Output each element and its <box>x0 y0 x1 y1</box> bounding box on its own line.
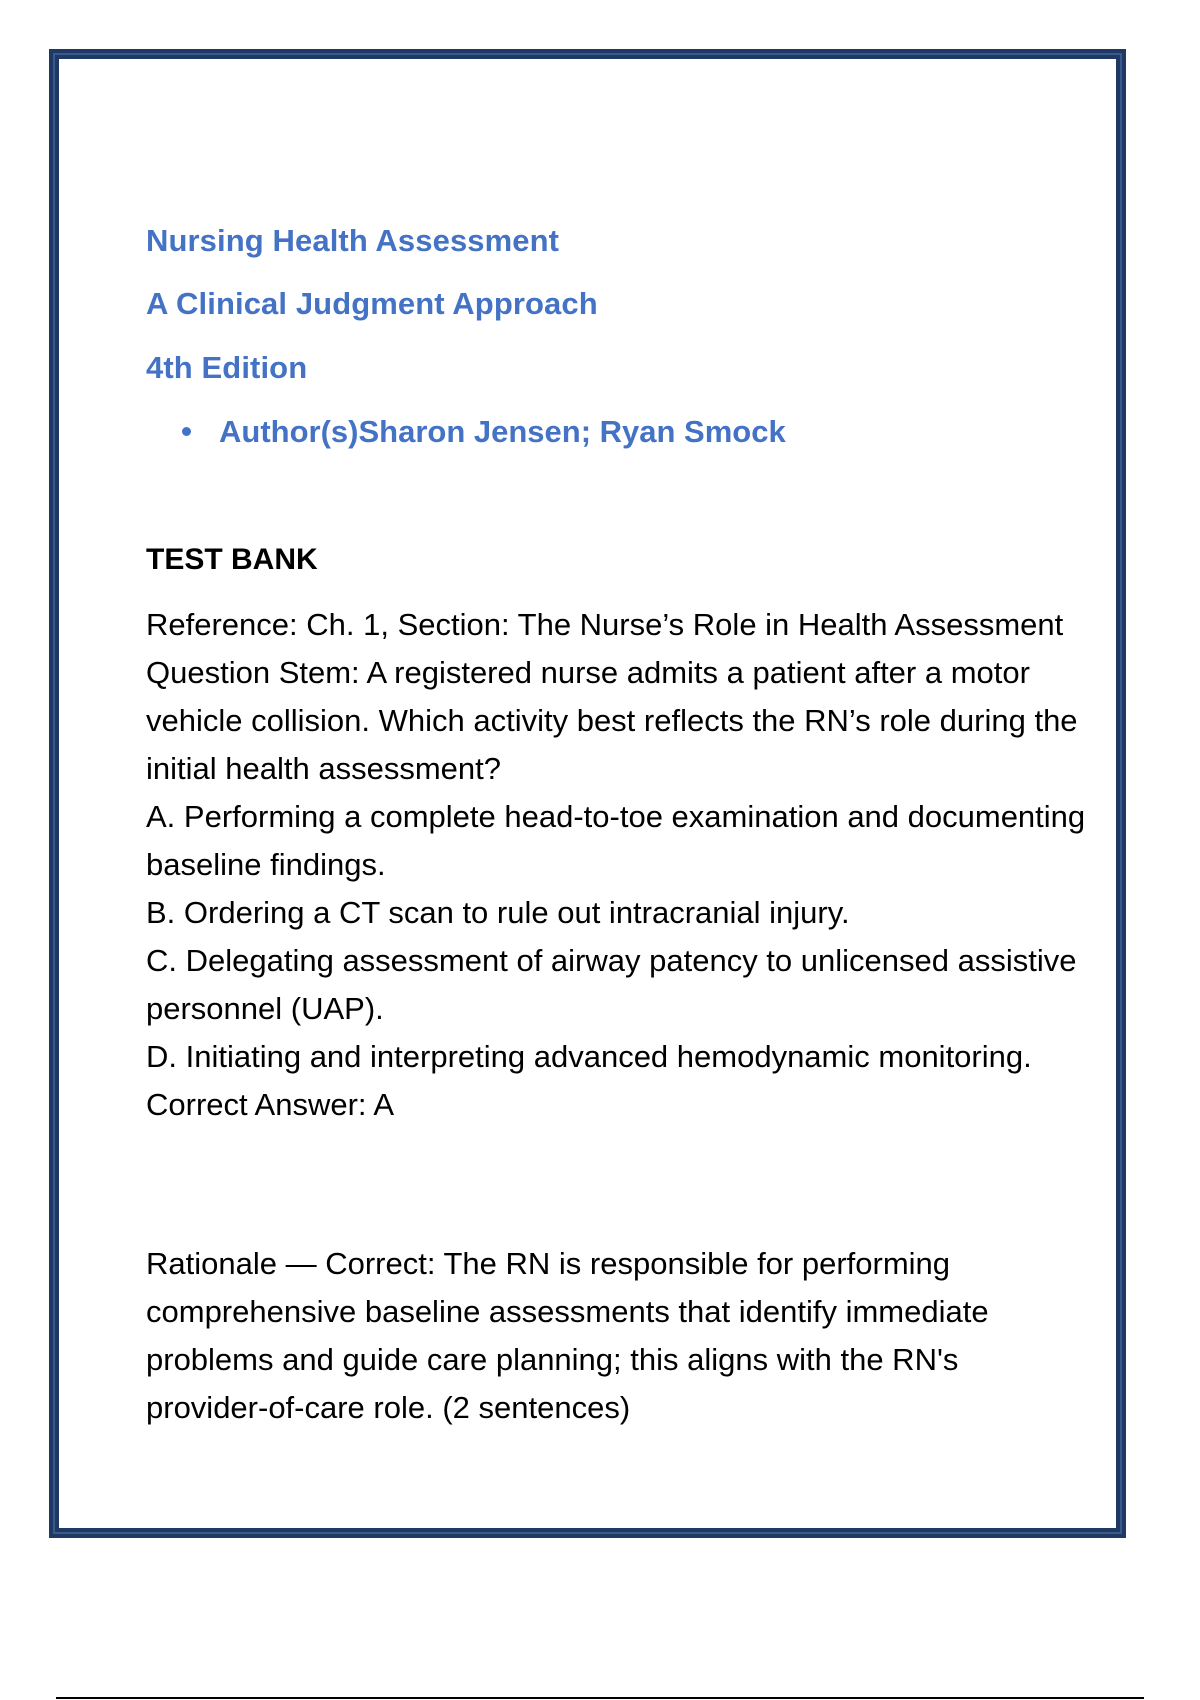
test-bank-heading: TEST BANK <box>146 543 318 576</box>
book-subtitle: A Clinical Judgment Approach <box>146 286 598 321</box>
footer-divider <box>56 1697 1144 1699</box>
question-block <box>146 601 1106 1129</box>
question-stem: Question Stem: A registered nurse admits a patient after a motor vehicle collision. Which activity best reflects the RN’s role during the initial health assessment? <box>146 655 1078 786</box>
bullet-icon <box>182 427 191 436</box>
option-c: C. Delegating assessment of airway patency to unlicensed assistive personnel (UAP). <box>146 943 1077 1026</box>
option-b: B. Ordering a CT scan to rule out intracranial injury. <box>146 895 850 930</box>
authors-bullet <box>182 414 786 450</box>
correct-answer: Correct Answer: A <box>146 1087 395 1122</box>
book-edition: 4th Edition <box>146 350 308 385</box>
option-d: D. Initiating and interpreting advanced hemodynamic monitoring. <box>146 1039 1032 1074</box>
reference-text: Reference: Ch. 1, Section: The Nurse’s Role in Health Assessment <box>146 607 1064 642</box>
authors-text: Author(s)Sharon Jensen; Ryan Smock <box>219 414 786 449</box>
option-a: A. Performing a complete head-to-toe examination and documenting baseline findings. <box>146 799 1086 882</box>
book-title: Nursing Health Assessment <box>146 223 560 258</box>
rationale-text: Rationale — Correct: The RN is responsible for performing comprehensive baseline assessments that identify immediate problems and guide care planning; this aligns with the RN's provider-of-care role. (2 sentences) <box>146 1246 989 1425</box>
